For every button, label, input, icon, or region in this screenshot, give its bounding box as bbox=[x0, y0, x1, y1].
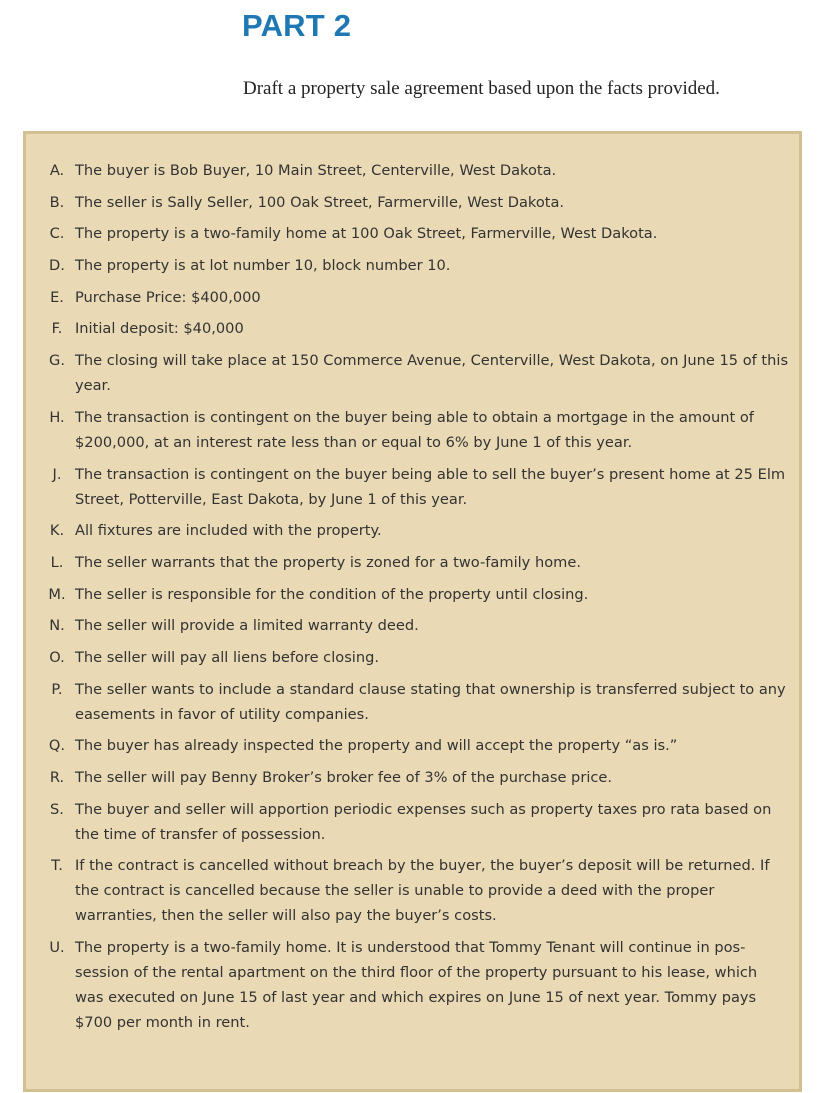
fact-letter: O. bbox=[49, 648, 65, 666]
facts-box bbox=[23, 131, 802, 1092]
fact-text: The property is a two-family home at 100 Oak Street, Farmerville, West Dakota. bbox=[75, 225, 658, 243]
fact-text: All fixtures are included with the property. bbox=[75, 522, 382, 540]
fact-text: The property is at lot number 10, block number 10. bbox=[75, 257, 451, 275]
fact-text: The seller wants to include a standard clause stating that ownership is transferred subject to any easements in favor of utility companies. bbox=[75, 680, 786, 723]
fact-item bbox=[26, 285, 789, 310]
fact-text: The seller is Sally Seller, 100 Oak Street, Farmerville, West Dakota. bbox=[75, 193, 565, 211]
fact-text: The buyer has already inspected the property and will accept the property “as is.” bbox=[75, 737, 678, 755]
fact-text: The property is a two-family home. It is understood that Tommy Tenant will continue in pos-session of the rental apartment on the third floor of the property pursuant to his lease, which was executed on June 15 of last year and which expires on June 15 of next year. Tommy pays $700 per month in rent. bbox=[75, 939, 758, 1032]
fact-letter: G. bbox=[49, 352, 65, 370]
fact-text: The seller warrants that the property is zoned for a two-family home. bbox=[75, 553, 581, 571]
fact-item bbox=[26, 645, 789, 670]
fact-item bbox=[26, 582, 789, 607]
fact-item bbox=[26, 462, 789, 512]
fact-item bbox=[26, 550, 789, 575]
fact-text: The closing will take place at 150 Commerce Avenue, Centerville, West Dakota, on June 15 of this year. bbox=[75, 352, 789, 395]
fact-text: The seller will pay Benny Broker’s broker fee of 3% of the purchase price. bbox=[75, 769, 613, 786]
fact-letter: A. bbox=[49, 162, 65, 179]
fact-text: The seller will provide a limited warranty deed. bbox=[75, 617, 419, 635]
fact-text: The transaction is contingent on the buyer being able to sell the buyer’s present home at 25 Elm Street, Potterville, East Dakota, by June 1 of this year. bbox=[75, 465, 786, 508]
fact-item bbox=[26, 797, 789, 847]
fact-item bbox=[26, 348, 789, 398]
facts-list bbox=[26, 134, 799, 1035]
fact-item bbox=[26, 677, 789, 727]
fact-text: The buyer is Bob Buyer, 10 Main Street, Centerville, West Dakota. bbox=[75, 162, 557, 179]
fact-letter: K. bbox=[49, 522, 65, 540]
fact-letter: P. bbox=[51, 680, 63, 698]
fact-letter: S. bbox=[50, 800, 64, 818]
fact-letter: F. bbox=[51, 320, 63, 338]
fact-letter: U. bbox=[49, 939, 65, 957]
fact-text: The buyer and seller will apportion periodic expenses such as property taxes pro rata based on the time of transfer of possession. bbox=[75, 800, 772, 843]
fact-letter: Q. bbox=[48, 737, 66, 755]
fact-item bbox=[26, 405, 789, 455]
fact-letter: D. bbox=[49, 257, 65, 275]
part-title: PART 2 bbox=[242, 8, 352, 43]
fact-item bbox=[26, 316, 789, 341]
instruction-text: Draft a property sale agreement based upon the facts provided. bbox=[243, 78, 720, 99]
fact-item bbox=[26, 221, 789, 246]
fact-letter: J. bbox=[52, 465, 62, 483]
fact-item bbox=[26, 158, 789, 183]
fact-letter: L. bbox=[50, 553, 64, 571]
fact-letter: B. bbox=[49, 193, 65, 211]
fact-letter: R. bbox=[49, 769, 65, 786]
fact-item bbox=[26, 935, 789, 1035]
fact-text: Initial deposit: $40,000 bbox=[75, 320, 244, 338]
fact-text: The transaction is contingent on the buyer being able to obtain a mortgage in the amount of $200,000, at an interest rate less than or equal to 6% by June 1 of this year. bbox=[75, 408, 754, 451]
fact-letter: M. bbox=[48, 585, 66, 603]
fact-item bbox=[26, 765, 789, 790]
fact-text: If the contract is cancelled without breach by the buyer, the buyer’s deposit will be returned. If the contract is cancelled because the seller is unable to provide a deed with the proper warranties, then the seller will also pay the buyer’s costs. bbox=[75, 857, 770, 925]
fact-letter: H. bbox=[49, 408, 65, 426]
fact-text: The seller will pay all liens before closing. bbox=[75, 648, 380, 666]
fact-letter: N. bbox=[49, 617, 65, 635]
fact-letter: C. bbox=[49, 225, 65, 243]
fact-item bbox=[26, 733, 789, 758]
fact-text: The seller is responsible for the condition of the property until closing. bbox=[75, 585, 589, 603]
fact-item bbox=[26, 853, 789, 928]
fact-item bbox=[26, 253, 789, 278]
fact-item bbox=[26, 518, 789, 543]
fact-item bbox=[26, 190, 789, 215]
fact-letter: E. bbox=[50, 288, 64, 306]
fact-letter: T. bbox=[51, 857, 63, 875]
fact-text: Purchase Price: $400,000 bbox=[75, 288, 261, 306]
fact-item bbox=[26, 613, 789, 638]
